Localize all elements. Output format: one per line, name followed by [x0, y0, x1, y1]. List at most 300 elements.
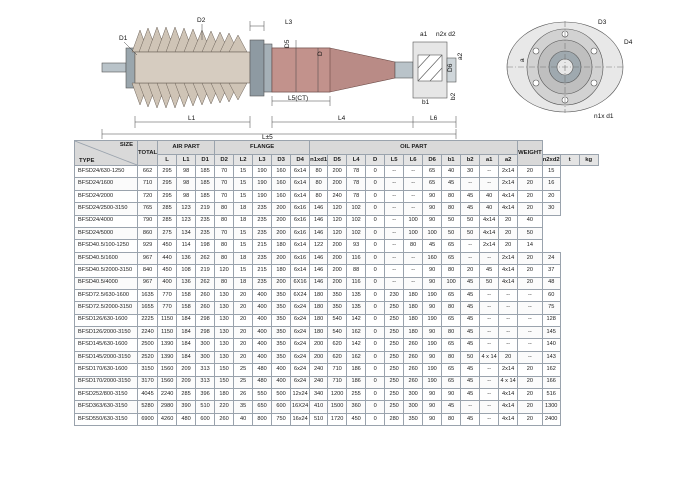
table-cell: 180 — [272, 240, 291, 252]
subheader-D5: D5 — [328, 155, 347, 166]
table-cell: 200 — [328, 277, 347, 289]
table-cell: 2x14 — [499, 178, 518, 190]
cell-type: BFSD145/2000-3150 — [75, 351, 138, 363]
table-cell: 350 — [272, 314, 291, 326]
table-cell: 5280 — [138, 401, 158, 413]
table-cell: -- — [480, 314, 499, 326]
table-cell: 80 — [215, 252, 234, 264]
table-cell: 20 — [518, 178, 543, 190]
table-cell: 516 — [542, 389, 560, 401]
table-cell: 620 — [328, 351, 347, 363]
table-cell: 300 — [404, 401, 423, 413]
table-cell: -- — [385, 203, 404, 215]
table-cell: 184 — [177, 327, 196, 339]
table-cell: 313 — [196, 376, 215, 388]
table-cell: 146 — [310, 227, 328, 239]
table-cell: 80 — [404, 240, 423, 252]
table-cell: 350 — [328, 289, 347, 301]
table-cell: 240 — [328, 190, 347, 202]
table-cell: -- — [385, 190, 404, 202]
table-cell: 6x24 — [291, 314, 310, 326]
table-cell: -- — [480, 376, 499, 388]
table-cell: 140 — [542, 339, 560, 351]
table-cell: 540 — [328, 314, 347, 326]
table-cell: 313 — [196, 364, 215, 376]
table-cell: 180 — [404, 314, 423, 326]
table-cell: 400 — [272, 364, 291, 376]
table-cell: 790 — [138, 215, 158, 227]
header-total: TOTAL — [138, 141, 158, 166]
table-cell: 1300 — [542, 401, 560, 413]
table-cell: -- — [480, 166, 499, 178]
label-l5ct: L5(CT) — [288, 95, 309, 102]
table-cell: 190 — [423, 289, 442, 301]
table-cell: 450 — [158, 240, 177, 252]
specification-table — [74, 140, 599, 426]
table-cell: 6x14 — [291, 265, 310, 277]
table-cell: 50 — [461, 351, 480, 363]
cell-type: BFSD24/630-1250 — [75, 166, 138, 178]
table-cell: 90 — [423, 327, 442, 339]
table-cell: -- — [480, 302, 499, 314]
cell-type: BFSD24/1600 — [75, 178, 138, 190]
table-cell: 4x14 — [499, 401, 518, 413]
table-body — [75, 166, 599, 426]
table-cell: 45 — [442, 401, 461, 413]
table-cell: 2x14 — [499, 166, 518, 178]
subheader-D3: D3 — [272, 155, 291, 166]
table-cell: 146 — [310, 277, 328, 289]
table-cell: 65 — [442, 364, 461, 376]
table-cell: 600 — [196, 413, 215, 425]
table-cell: 130 — [215, 351, 234, 363]
table-cell: 6x24 — [291, 376, 310, 388]
table-cell: 4x14 — [499, 265, 518, 277]
table-cell: 200 — [328, 166, 347, 178]
table-cell: 65 — [442, 314, 461, 326]
label-n1xd1: n1x d1 — [594, 113, 614, 120]
table-cell: 3150 — [138, 364, 158, 376]
table-cell: 2240 — [158, 389, 177, 401]
table-cell: 260 — [404, 339, 423, 351]
table-cell: 45 — [461, 413, 480, 425]
cell-type: BFSD24/2000 — [75, 190, 138, 202]
table-cell: 45 — [461, 327, 480, 339]
table-cell: 160 — [272, 178, 291, 190]
cell-type: BFSD40.5/4000 — [75, 277, 138, 289]
table-cell: 710 — [328, 376, 347, 388]
table-cell: 400 — [253, 351, 272, 363]
header-weight: WEIGHT — [518, 141, 543, 166]
label-d2: D2 — [197, 17, 206, 24]
table-cell: 1390 — [158, 351, 177, 363]
table-cell: 260 — [215, 413, 234, 425]
table-cell: 219 — [196, 203, 215, 215]
table-cell: 30 — [461, 166, 480, 178]
table-cell: 25 — [234, 376, 253, 388]
table-cell: 400 — [253, 327, 272, 339]
label-d: D — [317, 51, 324, 56]
table-cell: -- — [480, 389, 499, 401]
table-cell: 200 — [272, 215, 291, 227]
table-cell: 190 — [423, 376, 442, 388]
table-cell: 2x14 — [499, 364, 518, 376]
table-cell: 6x24 — [291, 339, 310, 351]
table-cell: 100 — [442, 277, 461, 289]
table-cell: 14 — [518, 240, 543, 252]
table-cell: 120 — [328, 215, 347, 227]
table-cell: 45 — [480, 265, 499, 277]
table-cell: 4x14 — [499, 203, 518, 215]
table-cell: 0 — [366, 339, 385, 351]
table-cell: 162 — [347, 351, 366, 363]
table-cell: -- — [461, 401, 480, 413]
table-cell: 50 — [442, 227, 461, 239]
table-cell: 400 — [253, 314, 272, 326]
table-cell: -- — [518, 339, 543, 351]
table-row — [75, 401, 599, 413]
table-cell: 770 — [158, 289, 177, 301]
table-cell: 235 — [196, 227, 215, 239]
table-cell: 136 — [177, 252, 196, 264]
table-cell: 350 — [328, 302, 347, 314]
table-cell: 250 — [385, 339, 404, 351]
table-cell: 15 — [234, 265, 253, 277]
table-cell: 190 — [253, 178, 272, 190]
table-cell: -- — [518, 302, 543, 314]
table-cell: 80 — [442, 203, 461, 215]
table-cell: 100 — [404, 215, 423, 227]
table-cell: 0 — [366, 277, 385, 289]
cell-type: BFSD72.5/2000-3150 — [75, 302, 138, 314]
table-cell: 45 — [461, 190, 480, 202]
table-cell: 0 — [366, 215, 385, 227]
table-cell: 209 — [177, 364, 196, 376]
table-cell: 20 — [499, 240, 518, 252]
table-cell: 18 — [234, 215, 253, 227]
table-cell: 134 — [177, 227, 196, 239]
table-cell: 650 — [253, 401, 272, 413]
table-cell: 540 — [328, 327, 347, 339]
table-row — [75, 389, 599, 401]
table-cell: 0 — [366, 327, 385, 339]
table-cell: 750 — [272, 413, 291, 425]
table-cell: 88 — [347, 265, 366, 277]
table-cell: 215 — [253, 265, 272, 277]
table-cell: 20 — [518, 166, 543, 178]
cell-type: BFSD550/630-3150 — [75, 413, 138, 425]
table-cell: 90 — [423, 265, 442, 277]
table-cell: -- — [385, 227, 404, 239]
table-cell: 80 — [215, 277, 234, 289]
table-cell: 190 — [253, 166, 272, 178]
table-cell: 15 — [234, 190, 253, 202]
table-cell: 93 — [347, 240, 366, 252]
table-cell: 840 — [138, 265, 158, 277]
table-cell: 146 — [310, 265, 328, 277]
table-cell: 0 — [366, 265, 385, 277]
table-cell: 1200 — [328, 389, 347, 401]
table-cell: -- — [385, 215, 404, 227]
table-cell: 300 — [404, 389, 423, 401]
subheader-kg: kg — [579, 155, 598, 166]
table-cell: -- — [385, 265, 404, 277]
table-cell: 235 — [253, 227, 272, 239]
table-cell: 50 — [461, 215, 480, 227]
table-cell: 0 — [366, 302, 385, 314]
table-cell: 250 — [385, 376, 404, 388]
table-cell: 123 — [177, 203, 196, 215]
table-cell: 285 — [177, 389, 196, 401]
table-cell: 4x14 — [480, 227, 499, 239]
table-cell: 6x24 — [291, 327, 310, 339]
subheader-a1: a1 — [480, 155, 499, 166]
table-cell: -- — [480, 252, 499, 264]
table-cell: 45 — [461, 289, 480, 301]
table-cell: 166 — [542, 376, 560, 388]
table-cell: 65 — [442, 252, 461, 264]
table-cell: 130 — [215, 339, 234, 351]
table-cell: 120 — [328, 227, 347, 239]
table-cell: 160 — [423, 252, 442, 264]
table-cell: 200 — [328, 240, 347, 252]
table-cell: 0 — [366, 289, 385, 301]
table-cell: 350 — [404, 413, 423, 425]
table-cell: 70 — [215, 178, 234, 190]
table-cell: 6x14 — [291, 190, 310, 202]
cell-type: BFSD24/4000 — [75, 215, 138, 227]
table-cell: 0 — [366, 166, 385, 178]
table-cell: -- — [499, 339, 518, 351]
table-cell: 450 — [158, 265, 177, 277]
table-cell: 158 — [177, 289, 196, 301]
table-cell: 260 — [404, 376, 423, 388]
table-cell: 219 — [196, 265, 215, 277]
table-cell: 250 — [385, 327, 404, 339]
table-cell: 300 — [196, 339, 215, 351]
table-cell: 4x14 — [480, 215, 499, 227]
table-cell: 4x14 — [499, 389, 518, 401]
table-cell: 90 — [423, 413, 442, 425]
table-cell: 45 — [461, 339, 480, 351]
table-cell: 128 — [542, 314, 560, 326]
table-row — [75, 351, 599, 363]
table-cell: 180 — [404, 302, 423, 314]
table-cell: 180 — [310, 302, 328, 314]
table-cell: 16 — [542, 178, 560, 190]
header-flange: FLANGE — [215, 141, 310, 155]
table-cell: 480 — [177, 413, 196, 425]
table-cell: 220 — [215, 401, 234, 413]
table-cell: 130 — [215, 289, 234, 301]
table-row — [75, 265, 599, 277]
table-cell: 120 — [328, 203, 347, 215]
table-cell: 20 — [518, 190, 543, 202]
table-row — [75, 289, 599, 301]
table-cell: 145 — [542, 327, 560, 339]
table-cell: 20 — [499, 215, 518, 227]
table-cell: 185 — [196, 190, 215, 202]
table-cell: 262 — [196, 277, 215, 289]
table-cell: 1150 — [158, 314, 177, 326]
table-cell: 50 — [442, 215, 461, 227]
subheader-t: t — [560, 155, 579, 166]
table-row — [75, 178, 599, 190]
table-cell: 40 — [518, 215, 543, 227]
table-cell: 20 — [518, 252, 543, 264]
table-cell: 90 — [423, 277, 442, 289]
table-cell: 146 — [310, 203, 328, 215]
table-cell: 4 x 14 — [480, 351, 499, 363]
table-cell: -- — [385, 277, 404, 289]
label-d5: D5 — [284, 39, 291, 48]
table-cell: 20 — [234, 302, 253, 314]
table-cell: 20 — [518, 413, 543, 425]
table-cell: 50 — [480, 277, 499, 289]
table-cell: 0 — [366, 413, 385, 425]
table-cell: 116 — [347, 277, 366, 289]
table-cell: -- — [480, 364, 499, 376]
table-cell: 78 — [347, 178, 366, 190]
table-cell: 130 — [215, 302, 234, 314]
header-type: TYPE — [79, 157, 95, 164]
table-cell: 400 — [158, 277, 177, 289]
table-cell: 70 — [215, 190, 234, 202]
table-cell: 275 — [158, 227, 177, 239]
table-cell: 198 — [196, 240, 215, 252]
subheader-b1: b1 — [442, 155, 461, 166]
table-cell: 180 — [215, 389, 234, 401]
table-cell: 150 — [215, 376, 234, 388]
table-cell: 0 — [366, 401, 385, 413]
header-oil-part: OIL PART — [310, 141, 518, 155]
table-cell: 1150 — [158, 327, 177, 339]
table-cell: 4260 — [158, 413, 177, 425]
table-cell: -- — [404, 265, 423, 277]
table-cell: -- — [385, 252, 404, 264]
table-cell: -- — [404, 203, 423, 215]
table-cell: 4x14 — [499, 413, 518, 425]
table-cell: 1720 — [328, 413, 347, 425]
table-cell: 6x14 — [291, 240, 310, 252]
insulator-technical-drawing — [0, 0, 698, 140]
table-cell: 480 — [253, 364, 272, 376]
table-cell: 235 — [196, 215, 215, 227]
table-cell: -- — [518, 327, 543, 339]
table-cell: 20 — [518, 401, 543, 413]
cell-type: BFSD72.5/630-1600 — [75, 289, 138, 301]
table-cell: 45 — [461, 364, 480, 376]
table-cell: 40 — [480, 203, 499, 215]
table-cell: 60 — [542, 289, 560, 301]
table-cell: 108 — [177, 265, 196, 277]
table-cell: 160 — [272, 166, 291, 178]
table-cell: 80 — [442, 413, 461, 425]
table-cell: -- — [385, 240, 404, 252]
drawing-svg — [0, 0, 698, 140]
table-cell: 143 — [542, 351, 560, 363]
table-cell: 20 — [499, 351, 518, 363]
table-cell: 180 — [404, 327, 423, 339]
table-cell: 6x14 — [291, 166, 310, 178]
table-cell: 98 — [177, 166, 196, 178]
table-cell: 184 — [177, 351, 196, 363]
table-cell: 48 — [542, 277, 560, 289]
table-cell: 200 — [272, 277, 291, 289]
table-cell: 102 — [347, 215, 366, 227]
table-cell: 20 — [461, 265, 480, 277]
subheader-D6: D6 — [423, 155, 442, 166]
table-cell: 6X16 — [291, 277, 310, 289]
table-cell: 4x14 — [499, 277, 518, 289]
table-cell: 180 — [272, 265, 291, 277]
table-cell: 75 — [542, 302, 560, 314]
table-cell: 1500 — [328, 401, 347, 413]
table-cell: 410 — [310, 401, 328, 413]
table-cell: 235 — [253, 203, 272, 215]
table-cell: 135 — [347, 302, 366, 314]
table-cell: -- — [461, 252, 480, 264]
table-cell: 37 — [542, 265, 560, 277]
table-cell: 90 — [442, 389, 461, 401]
table-cell: 2225 — [138, 314, 158, 326]
table-cell: -- — [385, 166, 404, 178]
table-cell: 1390 — [158, 339, 177, 351]
table-cell: 300 — [196, 351, 215, 363]
table-row — [75, 252, 599, 264]
table-cell: 45 — [461, 389, 480, 401]
table-cell: 30 — [542, 203, 560, 215]
table-cell: 180 — [310, 289, 328, 301]
header-size: SIZE — [119, 142, 133, 148]
table-cell: 396 — [196, 389, 215, 401]
table-cell: 180 — [310, 314, 328, 326]
table-cell: 0 — [366, 227, 385, 239]
subheader-D4: D4 — [291, 155, 310, 166]
table-cell: 967 — [138, 252, 158, 264]
table-cell: 6x24 — [291, 364, 310, 376]
table-cell: 65 — [442, 376, 461, 388]
table-cell: 240 — [310, 364, 328, 376]
table-cell: 162 — [347, 327, 366, 339]
table-cell: 190 — [423, 314, 442, 326]
table-row — [75, 227, 599, 239]
subheader-L4: L4 — [347, 155, 366, 166]
table-cell: 18 — [234, 277, 253, 289]
table-cell: 90 — [423, 302, 442, 314]
table-row — [75, 215, 599, 227]
table-cell: 90 — [423, 351, 442, 363]
table-cell: -- — [404, 190, 423, 202]
table-cell: 45 — [461, 277, 480, 289]
table-cell: 350 — [272, 302, 291, 314]
table-cell: 186 — [347, 376, 366, 388]
table-cell: 967 — [138, 277, 158, 289]
table-cell: 80 — [215, 215, 234, 227]
cell-type: BFSD363/630-3150 — [75, 401, 138, 413]
table-cell: 860 — [138, 227, 158, 239]
table-cell: 15 — [234, 178, 253, 190]
table-cell: 235 — [253, 252, 272, 264]
table-cell: 100 — [404, 227, 423, 239]
subheader-a2: a2 — [499, 155, 518, 166]
table-cell: 20 — [518, 203, 543, 215]
table-cell: 80 — [442, 265, 461, 277]
table-cell: 45 — [461, 203, 480, 215]
table-cell: 250 — [385, 389, 404, 401]
table-cell: 80 — [442, 302, 461, 314]
table-cell: 123 — [177, 215, 196, 227]
